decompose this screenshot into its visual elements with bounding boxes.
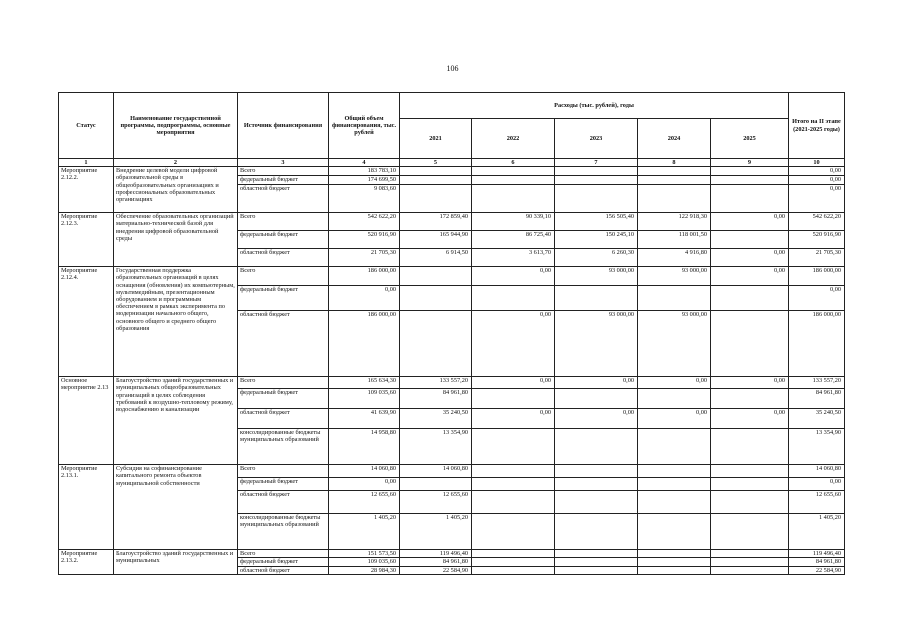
year-amount-cell <box>555 176 638 185</box>
year-amount-cell <box>638 286 711 311</box>
year-amount-cell <box>555 558 638 566</box>
status-cell: Мероприятие 2.12.4. <box>59 267 114 377</box>
source-cell: консолидированные бюджеты муниципальных образований <box>238 429 329 465</box>
total-cell: 9 083,60 <box>329 185 400 213</box>
year-amount-cell <box>711 491 789 514</box>
total-cell: 183 783,10 <box>329 167 400 176</box>
year-amount-cell <box>711 429 789 465</box>
year-amount-cell: 172 859,40 <box>400 213 472 231</box>
status-cell: Мероприятие 2.13.2. <box>59 550 114 575</box>
stage-total-cell: 12 655,60 <box>789 491 845 514</box>
year-header: 2025 <box>711 119 789 159</box>
table-row <box>59 465 845 478</box>
table-row <box>59 377 845 389</box>
year-amount-cell <box>555 167 638 176</box>
total-cell: 14 958,80 <box>329 429 400 465</box>
year-amount-cell <box>555 514 638 550</box>
source-cell: федеральный бюджет <box>238 176 329 185</box>
year-amount-cell: 3 613,70 <box>472 249 555 267</box>
page-number: 106 <box>446 64 459 73</box>
year-amount-cell <box>472 176 555 185</box>
column-index: 7 <box>555 159 638 167</box>
year-amount-cell: 0,00 <box>711 249 789 267</box>
year-amount-cell <box>638 550 711 558</box>
col-expenses-header: Расходы (тыс. рублей), годы <box>400 93 789 119</box>
year-amount-cell: 0,00 <box>638 377 711 389</box>
year-amount-cell: 156 505,40 <box>555 213 638 231</box>
total-cell: 186 000,00 <box>329 311 400 377</box>
total-cell: 165 634,30 <box>329 377 400 389</box>
measure-name-cell: Благоустройство зданий государственных и муниципальных общеобразовательных организаций в целях соблюдения требований к воздушно-тепловому режиму, водоснабжению и канализации <box>114 377 238 465</box>
year-amount-cell <box>711 185 789 213</box>
source-cell: областной бюджет <box>238 185 329 213</box>
year-amount-cell <box>400 176 472 185</box>
year-amount-cell: 22 584,90 <box>400 566 472 574</box>
table-header <box>59 93 845 167</box>
year-amount-cell <box>555 491 638 514</box>
stage-total-cell: 0,00 <box>789 167 845 176</box>
year-amount-cell <box>711 311 789 377</box>
year-amount-cell <box>638 429 711 465</box>
column-index: 10 <box>789 159 845 167</box>
year-amount-cell: 93 000,00 <box>555 311 638 377</box>
stage-total-cell: 35 240,50 <box>789 409 845 429</box>
stage-total-cell: 186 000,00 <box>789 267 845 286</box>
stage-total-cell: 13 354,90 <box>789 429 845 465</box>
year-amount-cell <box>472 550 555 558</box>
stage-total-cell: 0,00 <box>789 286 845 311</box>
year-amount-cell <box>711 550 789 558</box>
year-header: 2024 <box>638 119 711 159</box>
measure-name-cell: Внедрение целевой модели цифровой образовательной среды в общеобразовательных организациях и профессиональных образовательных организациях <box>114 167 238 213</box>
source-cell: Всего <box>238 213 329 231</box>
year-amount-cell <box>400 478 472 491</box>
status-cell: Мероприятие 2.12.2. <box>59 167 114 213</box>
source-cell: Всего <box>238 167 329 176</box>
year-amount-cell: 165 944,90 <box>400 231 472 249</box>
status-cell: Мероприятие 2.13.1. <box>59 465 114 550</box>
year-amount-cell: 84 961,80 <box>400 558 472 566</box>
year-amount-cell: 0,00 <box>472 377 555 389</box>
total-cell: 14 060,80 <box>329 465 400 478</box>
total-cell: 21 705,30 <box>329 249 400 267</box>
year-amount-cell <box>555 389 638 409</box>
table-row <box>59 267 845 286</box>
stage-total-cell: 186 000,00 <box>789 311 845 377</box>
column-index: 3 <box>238 159 329 167</box>
stage-total-cell: 133 557,20 <box>789 377 845 389</box>
year-amount-cell <box>472 558 555 566</box>
year-amount-cell <box>472 465 555 478</box>
source-cell: Всего <box>238 550 329 558</box>
total-cell: 12 655,60 <box>329 491 400 514</box>
source-cell: федеральный бюджет <box>238 231 329 249</box>
stage-total-cell: 1 405,20 <box>789 514 845 550</box>
year-amount-cell <box>472 566 555 574</box>
year-amount-cell <box>555 465 638 478</box>
year-amount-cell <box>472 514 555 550</box>
status-cell: Мероприятие 2.12.3. <box>59 213 114 267</box>
total-cell: 186 000,00 <box>329 267 400 286</box>
col-total-header: Общий объем финансирования, тыс. рублей <box>329 93 400 159</box>
column-index: 2 <box>114 159 238 167</box>
stage-total-cell: 84 961,80 <box>789 558 845 566</box>
year-amount-cell <box>638 389 711 409</box>
year-amount-cell: 0,00 <box>638 409 711 429</box>
year-amount-cell <box>638 167 711 176</box>
table-body <box>59 167 845 575</box>
year-amount-cell <box>638 491 711 514</box>
year-amount-cell: 118 001,50 <box>638 231 711 249</box>
year-amount-cell <box>400 167 472 176</box>
year-amount-cell <box>400 185 472 213</box>
year-amount-cell <box>711 566 789 574</box>
col-source-header: Источник финансирования <box>238 93 329 159</box>
column-index: 1 <box>59 159 114 167</box>
year-amount-cell <box>711 514 789 550</box>
stage-total-cell: 14 060,80 <box>789 465 845 478</box>
year-amount-cell: 0,00 <box>711 267 789 286</box>
year-amount-cell <box>555 550 638 558</box>
status-cell: Основное мероприятие 2.13 <box>59 377 114 465</box>
year-amount-cell <box>638 185 711 213</box>
stage-total-cell: 0,00 <box>789 185 845 213</box>
stage-total-cell: 119 496,40 <box>789 550 845 558</box>
year-amount-cell: 90 339,10 <box>472 213 555 231</box>
year-amount-cell: 0,00 <box>472 311 555 377</box>
year-header: 2021 <box>400 119 472 159</box>
year-amount-cell <box>472 167 555 176</box>
year-amount-cell: 4 916,80 <box>638 249 711 267</box>
year-amount-cell: 0,00 <box>472 409 555 429</box>
year-amount-cell: 150 245,10 <box>555 231 638 249</box>
year-amount-cell: 84 961,80 <box>400 389 472 409</box>
year-amount-cell <box>711 478 789 491</box>
column-index: 9 <box>711 159 789 167</box>
year-amount-cell <box>711 286 789 311</box>
source-cell: областной бюджет <box>238 566 329 574</box>
source-cell: консолидированные бюджеты муниципальных образований <box>238 514 329 550</box>
year-amount-cell <box>638 478 711 491</box>
year-amount-cell: 6 260,30 <box>555 249 638 267</box>
total-cell: 41 639,90 <box>329 409 400 429</box>
stage-total-cell: 22 584,90 <box>789 566 845 574</box>
year-amount-cell <box>472 185 555 213</box>
year-amount-cell <box>711 558 789 566</box>
year-amount-cell <box>400 267 472 286</box>
year-amount-cell: 12 655,60 <box>400 491 472 514</box>
year-amount-cell <box>472 478 555 491</box>
year-amount-cell <box>555 478 638 491</box>
year-amount-cell: 93 000,00 <box>555 267 638 286</box>
year-amount-cell <box>400 286 472 311</box>
col-status-header: Статус <box>59 93 114 159</box>
total-cell: 174 699,50 <box>329 176 400 185</box>
year-amount-cell: 93 000,00 <box>638 267 711 286</box>
year-amount-cell: 86 725,40 <box>472 231 555 249</box>
year-amount-cell: 122 918,30 <box>638 213 711 231</box>
total-cell: 28 984,30 <box>329 566 400 574</box>
total-cell: 0,00 <box>329 286 400 311</box>
source-cell: областной бюджет <box>238 409 329 429</box>
year-amount-cell <box>638 514 711 550</box>
year-amount-cell: 119 496,40 <box>400 550 472 558</box>
column-index: 4 <box>329 159 400 167</box>
year-amount-cell: 13 354,90 <box>400 429 472 465</box>
total-cell: 109 035,60 <box>329 389 400 409</box>
year-amount-cell <box>555 286 638 311</box>
year-amount-cell <box>400 311 472 377</box>
year-amount-cell <box>638 558 711 566</box>
source-cell: областной бюджет <box>238 491 329 514</box>
total-cell: 1 405,20 <box>329 514 400 550</box>
measure-name-cell: Благоустройство зданий государственных и муниципальных <box>114 550 238 575</box>
year-amount-cell <box>711 389 789 409</box>
year-amount-cell <box>472 429 555 465</box>
year-amount-cell: 0,00 <box>711 213 789 231</box>
year-amount-cell <box>711 465 789 478</box>
stage-total-cell: 21 705,30 <box>789 249 845 267</box>
stage-total-cell: 84 961,80 <box>789 389 845 409</box>
year-amount-cell: 0,00 <box>555 409 638 429</box>
year-amount-cell: 93 000,00 <box>638 311 711 377</box>
year-amount-cell: 133 557,20 <box>400 377 472 389</box>
source-cell: федеральный бюджет <box>238 286 329 311</box>
year-header: 2023 <box>555 119 638 159</box>
year-amount-cell <box>555 566 638 574</box>
year-amount-cell: 14 060,80 <box>400 465 472 478</box>
year-amount-cell <box>555 429 638 465</box>
total-cell: 109 035,60 <box>329 558 400 566</box>
year-amount-cell: 0,00 <box>555 377 638 389</box>
total-cell: 520 916,90 <box>329 231 400 249</box>
total-cell: 0,00 <box>329 478 400 491</box>
year-amount-cell <box>472 491 555 514</box>
table-row <box>59 167 845 176</box>
source-cell: Всего <box>238 267 329 286</box>
column-index: 8 <box>638 159 711 167</box>
measure-name-cell: Субсидия на софинансирование капитального ремонта объектов муниципальной собственности <box>114 465 238 550</box>
year-amount-cell: 0,00 <box>711 409 789 429</box>
total-cell: 151 573,50 <box>329 550 400 558</box>
year-amount-cell <box>555 185 638 213</box>
source-cell: Всего <box>238 377 329 389</box>
stage-total-cell: 542 622,20 <box>789 213 845 231</box>
table-row <box>59 550 845 558</box>
year-amount-cell <box>711 231 789 249</box>
table-row <box>59 213 845 231</box>
source-cell: Всего <box>238 465 329 478</box>
source-cell: федеральный бюджет <box>238 389 329 409</box>
source-cell: областной бюджет <box>238 249 329 267</box>
year-amount-cell: 6 914,50 <box>400 249 472 267</box>
year-amount-cell <box>711 176 789 185</box>
year-amount-cell <box>638 566 711 574</box>
source-cell: федеральный бюджет <box>238 558 329 566</box>
col-name-header: Наименование государственной программы, подпрограммы, основные мероприятия <box>114 93 238 159</box>
stage-total-cell: 520 916,90 <box>789 231 845 249</box>
year-header: 2022 <box>472 119 555 159</box>
source-cell: областной бюджет <box>238 311 329 377</box>
measure-name-cell: Государственная поддержка образовательных организаций в целях оснащения (обновления) их компьютерным, мультимедийным, презентационным оборудованием и программным обеспечением в рамках эксперимента по модернизации начального общего, основного общего и среднего общего образования <box>114 267 238 377</box>
column-index-row <box>59 159 845 167</box>
year-amount-cell <box>638 176 711 185</box>
year-amount-cell <box>472 389 555 409</box>
stage-total-cell: 0,00 <box>789 478 845 491</box>
year-amount-cell: 1 405,20 <box>400 514 472 550</box>
financing-table <box>58 92 845 575</box>
total-cell: 542 622,20 <box>329 213 400 231</box>
year-amount-cell <box>472 286 555 311</box>
stage-total-cell: 0,00 <box>789 176 845 185</box>
year-amount-cell <box>638 465 711 478</box>
col-stage-header: Итого на II этапе (2021-2025 годы) <box>789 93 845 159</box>
year-amount-cell: 35 240,50 <box>400 409 472 429</box>
year-amount-cell <box>711 167 789 176</box>
year-amount-cell: 0,00 <box>472 267 555 286</box>
column-index: 5 <box>400 159 472 167</box>
measure-name-cell: Обеспечение образовательных организаций материально-технической базой для внедрения цифровой образовательной среды <box>114 213 238 267</box>
source-cell: федеральный бюджет <box>238 478 329 491</box>
column-index: 6 <box>472 159 555 167</box>
year-amount-cell: 0,00 <box>711 377 789 389</box>
